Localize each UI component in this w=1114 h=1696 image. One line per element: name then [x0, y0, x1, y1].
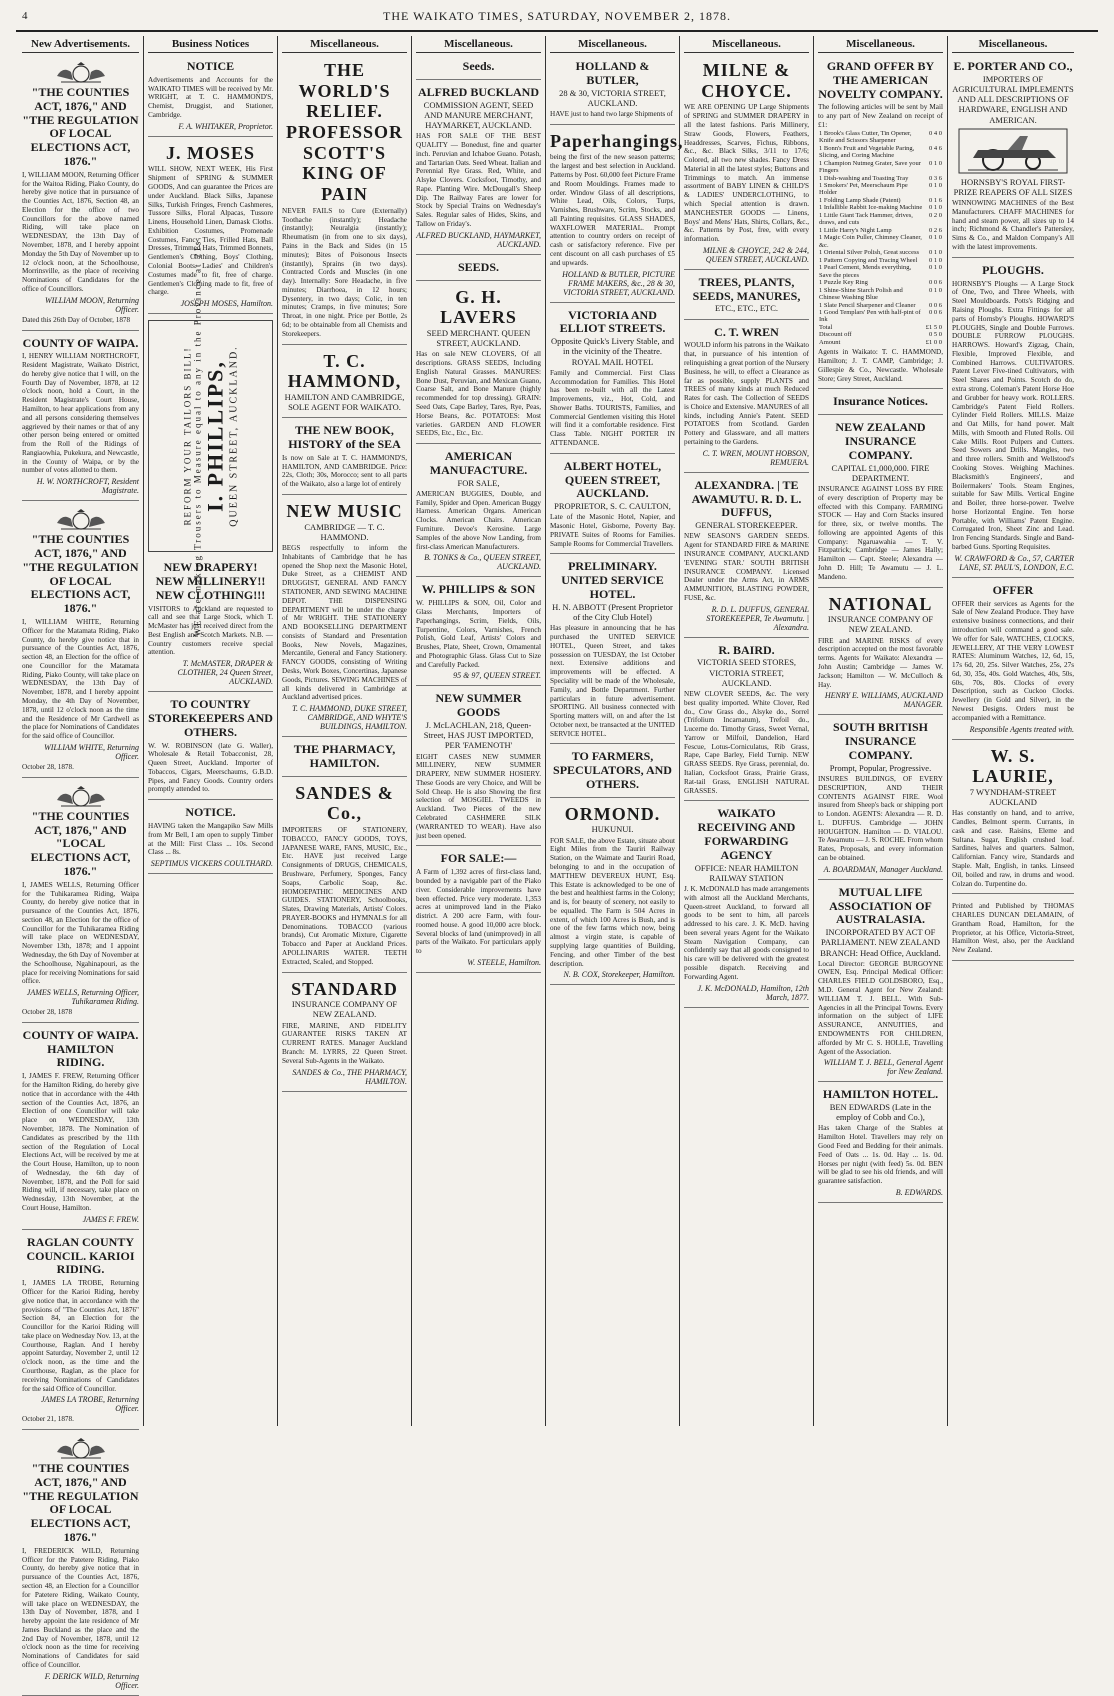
advert-signature: WILLIAM MOON, Returning Officer. — [45, 295, 139, 314]
advert-title: HAMILTON HOTEL. — [822, 1087, 939, 1102]
price-item: 1 Good Templars' Pen with half-pint of Ink — [819, 308, 921, 324]
advert-signature: JAMES WELLS, Returning Officer, Tuhikaramea Riding. — [26, 988, 139, 1007]
column-grid — [18, 36, 1098, 1690]
price-item: 1 Little Giant Tack Hammer, drives, draws, and cuts — [819, 211, 913, 227]
price-value: 0 1 0 — [929, 204, 942, 212]
advert-body: Has pleasure in announcing that he has purchased the UNITED SERVICE HOTEL, Queen Street, and takes possession on TUESDAY, the 1st October next. Extensive additions and improvements will be effected. A Speciality will be made of the Wholesale, Family, and Bottle Department. Further particulars in future advertisement. SPORTING. All business connected with Sporting matters will, on and after the 1st October next, be transacted at the UNITED SERVICE HOTEL. — [550, 624, 675, 738]
advert-body: W. W. ROBINSON (late G. Waller), Wholesale & Retail Tobacconist, 28, Queen Street, Auckland. Importer of Tobaccos, Cigars, Meerschaums, G.B.D. Pipes, and Fancy Goods. Country orders promptly attended to. — [148, 741, 273, 794]
advert-title: G. H. LAVERS — [440, 286, 517, 328]
advert-body: VISITORS to Auckland are requested to call and see that Large Stock, which T. McMaster has just received direct from the Best English and Scotch Markets. N.B. — Country customers receive special attention. — [148, 604, 273, 657]
advert-signature: T. C. HAMMOND, DUKE STREET, CAMBRIDGE, AND WHYTE'S BUILDINGS, HAMILTON. — [292, 704, 407, 732]
advert-body: NEVER FAILS to Cure (Externally) Toothache (instantly); Headache (instantly); Neuralgia (instantly); Rheumatism (in from one to six days), Pains in the Back and Sides (in 15 minutes); Bites of Poisonous Insects (instantly), Sprains (in two days). Contracted Cords and Muscles (in one day). Internally: Sore Headache, in five minutes; Diarrhoea, in 12 hours; Dysentery, in two days; Colic, in ten minutes; Cramps, in five minutes; Sore Throat, in one night. Price per Bottle, 2s 6d; to be obtainable from all Chemists and Storekeepers. — [282, 206, 407, 338]
price-item: Discount off — [819, 331, 852, 339]
advert-body: WE ARE OPENING UP Large Shipments of SPRING and SUMMER DRAPERY in all the latest fashions. Paris Millinery, Straw Goods, Flowers, Feathers, Headdresses, Scarves, Fichus, Ribbons, &c., &c. Black Silks, 3/11 to 17/6; Colored, all two new shades. Fancy Dress Material in all the latest styles; Buttons and Trimmings to match. An immense assortment of BABY LINEN & CHILD'S & LADIES' UNDERCLOTHING, to which Special attention is drawn. MANCHESTER GOODS — Linens, Boys' and Mens' Hats, Shirts, Collars, &c., &c. Patterns by Post, free, with every information. — [684, 103, 809, 244]
column-header: Miscellaneous. — [282, 36, 407, 53]
newspaper-column — [814, 36, 948, 1426]
advert-title: TO FARMERS, SPECULATORS, AND OTHERS. — [553, 749, 672, 791]
advert-body: I, JAMES WELLS, Returning Officer for the Tuhikaramea Riding, Waipa County, do hereby give notice that in pursuance of the Counties Act, 1876, section 48, an Election for the office of Councillor for the Tuhikaramea Riding will take place on WEDNESDAY, November 13th, 1878; and I appoint Wednesday, the 6th Day of November at the Schoolhouse, Ngahinapouri, as the place for receiving Nominations for said office. — [22, 880, 139, 986]
advert-body: Late of the Masonic Hotel, Napier, and Masonic Hotel, Gisborne, Poverty Bay. PRIVATE Suites of Rooms for Families. Sample Rooms for Commercial Travellers. — [550, 513, 675, 548]
price-list-row — [818, 287, 943, 302]
advertisement — [282, 57, 407, 345]
column-header: Miscellaneous. — [818, 36, 943, 53]
advert-body: HAVING taken the Mangapiko Saw Mills from Mr Bell, I am open to supply Timber at the Mill: First Class ... 10s. Second Class ... 8s. — [148, 822, 273, 857]
advert-body: FIRE and MARINE RISKS of every description accepted on the most favorable terms. Agents for Waikato: Alexandra — John Austin; Cambridge — James W. Jackson; Hamilton — W. McCulloch & Hay. — [818, 636, 943, 689]
advert-title: OFFER — [992, 582, 1034, 597]
advert-body: being the first of the new season patterns; the largest and best selection in Auckland. Patterns by Post. 60,000 feet Picture Frame and Room Mouldings. Frames made to order. Window Glass of all descriptions, White Lead, Oils, Colors, Turps, Varnishes, Brushware, Scrim, Stocks, and all Painting requisites. GLASS SHADES, WAXFLOWER MATERIAL. Prompt attention to country orders on receipt of cash or satisfactory reference. Five per cent discount on all cash purchases of £5 and upwards. — [550, 153, 675, 267]
advert-title: NOTICE. — [185, 805, 236, 820]
advert-title: "THE COUNTIES ACT, 1876," AND "THE REGULATION OF LOCAL ELECTIONS ACT, 1876." — [22, 1461, 139, 1545]
advert-subtitle: CAPITAL £1,000,000. FIRE DEPARTMENT. — [831, 462, 930, 483]
advert-subtitle: VICTORIA SEED STORES, VICTORIA STREET, AUCKLAND. — [696, 657, 797, 688]
column-header: Miscellaneous. — [684, 36, 809, 53]
advertisement — [282, 780, 407, 973]
advert-signature: HOLLAND & BUTLER, PICTURE FRAME MAKERS, &c., 28 & 30, VICTORIA STREET, AUCKLAND. — [562, 269, 675, 297]
advert-body: J. K. McDONALD has made arrangements with almost all the Auckland Merchants, Queen-street Auckland, to forward all goods to be sent to him, all parcels addressed to his care. J. K. McD. having been several years Agent for the Waikato Steam Navigation Company, can confidently say that all goods consigned to his care will be delivered with the greatest possible dispatch. Receiving and Forwarding Agent. — [684, 884, 809, 981]
advertisement — [550, 128, 684, 303]
advert-body: A Farm of 1,392 acres of first-class land, bounded by a navigable part of the Piako river. Considerable improvements have been effected. Price very moderate. 1,353 acres at unimproved land in the Piako district. A 200 acre Farm, with four-roomed house. A good 10,000 acre block. Several blocks of land (unimproved) in all parts of the Waikato. For particulars apply to — [416, 868, 541, 956]
advertisement — [550, 306, 675, 454]
advert-signature: B. EDWARDS. — [895, 1187, 943, 1197]
advertisement — [818, 591, 943, 716]
advert-body: Is now on Sale at T. C. HAMMOND'S, HAMILTON, AND CAMBRIDGE. Price: 22s, Cloth; 30s, Morocco; sent to all parts of the Waikato, also a large lot of entirely — [282, 453, 407, 489]
royal-crest-icon — [51, 62, 111, 84]
price-list-row — [818, 182, 943, 197]
advertisement — [282, 348, 407, 419]
advert-title: SOUTH BRITISH INSURANCE COMPANY. — [832, 720, 929, 762]
advert-signature: JAMES F. FREW. — [82, 1214, 139, 1224]
advert-title: W. PHILLIPS & SON — [421, 582, 536, 597]
advert-title: ALBERT HOTEL, QUEEN STREET, AUCKLAND. — [563, 458, 662, 501]
advertisement — [22, 57, 139, 331]
price-value: 0 1 0 — [929, 264, 942, 272]
advert-title: NEW DRAPERY! NEW MILLINERY!! NEW CLOTHING!!! — [155, 560, 266, 602]
advert-title: MUTUAL LIFE ASSOCIATION OF AUSTRALASIA. — [829, 884, 932, 927]
advert-body: WOULD inform his patrons in the Waikato that, in pursuance of his intention of relinquishing a great portion of the Nursery Business, he will, to effect a Clearance as far as possible, supply PLANTS and TREES of many kinds at much Reduced Rates for cash. The Collection of SEEDS is Choice and Extensive. MANURES of all kinds, including Annie's Patent. SEED POTATOES from Scotland. Garden Pottery and Glassware, and all matters pertaining to the Gardens. — [684, 341, 809, 447]
price-item: 1 Infallible Rabbit Ice-making Machine — [819, 204, 923, 212]
newspaper-column — [144, 36, 278, 1426]
advert-body: I, HENRY WILLIAM NORTHCROFT, Resident Magistrate, Waikato District, do hereby give notice that I will, on the Fourth Day of November, 1878, at 12 o'clock noon, hold a Court, in the Resident Magistrate's Court House, Hamilton, to hear applications from any and all persons considering themselves aggrieved by their names or that of any other person being entered or omitted from the Roll of the Ridings of Rangiaowhia, Pukekura, and Newcastle, in the County of Waipa, or by the number of votes allotted to them. — [22, 352, 139, 475]
advert-date: October 28, 1878 — [22, 1008, 73, 1017]
advert-signature: R. D. L. DUFFUS, GENERAL STOREKEEPER, Te Awamutu. | Alexandra. — [706, 604, 809, 632]
advert-subtitle: ETC., ETC., ETC. — [714, 303, 779, 314]
advert-body: HORNSBY'S Ploughs — A Large Stock of One, Two, and Three Wheels, with Steel Mouldboards. Potts's Ridging and Raising Ploughs. Extra Fittings for all parts of Hornsby's Ploughs. HOWARD'S PLOUGHS, Single and Double Furrows. DOUBLE FURROW PLOUGHS. HARROWS. Howard's Zigzag, Chain, Flexible, Improved Flexible, and Combined Harrows. CULTIVATORS. Patent Lever Five-tined Cultivators, with Steel Shares and Points. Scotch do do, extra strong. Coleman's Patent Horse Hoe and Grubber for heavy work. ROLLERS. Cambridge's Patent Field Rollers. Cylinder Field Rollers. MILLS. Maize and Oat Mills, for hand power. Malt Mills, with Smooth and Fluted Rolls. Oil Cake Mills. Root Pulpers and Cutters. Seed Sowers and Drills. Mangles, two and three rollers. Smith and Wellstood's Cooking Stoves. Weighing Machines. Blacksmith's Engineers', and Boilermakers' Tools. Steam Engines, suitable for Saw Mills. Vertical Engine and Boiler, three horse-power. Twelve horse Horizontal Engine. Ten horse Portable, with Williams' Patent Engine. Corrugated Iron, Sheet Zinc and Lead. Iron Fencing Standards. Single and Band-barbed Guns. Sporting Requisites. — [952, 279, 1074, 552]
advert-body: NEW CLOVER SEEDS, &c. The very best quality imported. White Clover, Red do., Cow Grass do., Alsyke do., Sorrel (Trifolium Incarnatum), Trefoil do., Lucerne do. Timothy Grass, Sweet Vernal, Yarrow or Milfoil, Dandelion, Hard Fescue, Lotus-Corniculatus, Rib Grass, Rape, Cape Barley, Field Turnip. NEW GRASS SEEDS. Rye Grass, perennial, do. Italian, Cocksfoot Grass, Prairie Grass, Rat-tail Grass, ENGLISH NATURAL GRASSES. — [684, 690, 809, 795]
advertisement — [22, 781, 139, 1023]
newspaper-column — [18, 36, 144, 1690]
advertisement — [952, 261, 1074, 578]
advertisement — [684, 273, 809, 320]
advertisement — [148, 695, 273, 800]
price-list-row — [818, 197, 943, 204]
advertisement — [416, 284, 541, 445]
royal-crest-icon — [51, 1438, 111, 1460]
advert-title: ALFRED BUCKLAND — [417, 84, 539, 99]
advert-date: October 28, 1878. — [22, 762, 74, 771]
advertisement — [684, 641, 809, 802]
price-list-row — [818, 160, 943, 175]
advert-body: HAVE just to hand two large Shipments of — [550, 109, 673, 118]
price-list-row — [818, 130, 943, 145]
advertisement — [416, 83, 541, 255]
advertisement — [684, 57, 809, 270]
advertisement — [22, 1433, 139, 1696]
price-item: 1 Folding Lamp Shade (Patent) — [819, 196, 901, 204]
advert-date: Dated this 26th Day of October, 1878 — [22, 315, 131, 324]
column-header: Business Notices — [148, 36, 273, 53]
advert-title: NOTICE — [186, 59, 235, 73]
advert-body: Printed and Published by THOMAS CHARLES DUNCAN DELAMAIN, of Grantham Road, Hamilton, for the Proprietor, at his Office, Victoria-Street, Hamilton West, also, per the Auckland New Zealand. — [952, 902, 1074, 955]
advertisement — [550, 457, 675, 555]
advert-title: FOR SALE:— — [440, 851, 517, 866]
advert-date: October 21, 1878. — [22, 1415, 74, 1424]
advert-title: W. S. LAURIE, — [972, 745, 1054, 787]
price-value: 0 1 0 — [929, 159, 942, 167]
advert-title: WAIKATO RECEIVING AND FORWARDING AGENCY — [697, 806, 796, 862]
price-value: 0 0 6 — [929, 308, 942, 316]
advert-signature: 95 & 97, QUEEN STREET. — [453, 671, 541, 681]
advert-title: THE PHARMACY, HAMILTON. — [293, 742, 396, 770]
price-list-row — [818, 324, 943, 331]
advert-signature: Responsible Agents treated with. — [969, 724, 1074, 734]
advert-title: COUNTY OF WAIPA. — [22, 335, 139, 350]
advert-subtitle: SEED MERCHANT. QUEEN STREET, AUCKLAND. — [426, 327, 531, 349]
price-item: 1 Shine-Shine Starch Polish and Chinese Washing Blue — [819, 286, 903, 302]
advertisement — [282, 976, 407, 1092]
advert-subtitle: HUKUNUI. — [591, 824, 634, 835]
advert-title: SEEDS. — [457, 259, 500, 274]
advert-signature: A. BOARDMAN, Manager Auckland. — [823, 864, 943, 874]
advert-subtitle: COMMISSION AGENT, SEED AND MANURE MERCHANT, HAYMARKET, AUCKLAND. — [423, 99, 534, 130]
advert-title: RAGLAN COUNTY COUNCIL. KARIOI RIDING. — [26, 1234, 135, 1277]
advert-signature: JAMES LA TROBE, Returning Officer. — [40, 1395, 139, 1414]
advert-body: OFFER their services as Agents for the Sale of New Zealand Produce. They have extensive business connections, and their introduction will command a good sale. We offer for Sale, WATCHES, CLOCKS, JEWELLERY, AT THE VERY LOWEST RATES: Aluminum Watches, 12, 6d, 15, 17s 6d, 20, 25s. Silver Watches, 25s, 27s 6d, 30, 35s, 40s. Gold Watches, 40s, 50s, 60s, 70s, 80s. Clocks of every Description, such as Cuckoo Clocks. Jewellery (in Gold and Silver), in the Newest Designs. Orders must be accompanied with a Remittance. — [952, 599, 1074, 722]
advert-body: IMPORTERS OF STATIONERY, TOBACCO, FANCY GOODS, TOYS, JAPANESE WARE, FANS, MUSIC, Etc., Etc. HAVE just received Large Consignments of DRUGS, CHEMICALS, Brushware, Perfumery, Sponges, Fancy Soaps, Carbolic Soap, &c. HOMOEPATHIC MEDICINES AND GUIDES. STATIONERY, Schoolbooks, Slates, Drawing Materials, Artists' Colors. PRAYER-BOOKS and HYMNALS for all Denominations. TOBACCO (various brands), Cut Aromatic Mixture, Cigarette Tobacco and Paper at Auckland Prices. APOLLINARIS WATER. TEETH Extracted, Scaled, and Stopped. — [282, 826, 407, 966]
advertisement — [550, 57, 675, 125]
column-header: Miscellaneous. — [416, 36, 541, 53]
price-value: 0 1 0 — [929, 182, 942, 190]
price-item: 1 Brook's Glass Cutter, Tin Opener, Knife and Scissors Sharpener — [819, 129, 912, 145]
advertisement — [952, 57, 1074, 258]
price-value: 0 4 6 — [929, 144, 942, 152]
advertisement — [282, 740, 407, 777]
price-value: 0 1 0 — [929, 286, 942, 294]
advert-signature: W. CRAWFORD & Co., 57, CARTER LANE, ST. PAUL'S, LONDON, E.C. — [954, 553, 1074, 572]
price-item: 1 Dish-washing and Toasting Tray — [819, 174, 909, 182]
advert-signature: JOSEPH MOSES, Hamilton. — [180, 299, 273, 309]
newspaper-column — [948, 36, 1078, 1426]
advert-body: AMERICAN BUGGIES, Double, and Family, Spider and Open. American Buggy Harness. American Organs. American Clocks. American Chairs. American Furniture. Devoe's Kerosine. Large Samples of the above Now Landing, from first-class American Manufacturers. — [416, 489, 541, 551]
price-list-row — [818, 145, 943, 160]
masthead-title: THE WAIKATO TIMES, SATURDAY, NOVEMBER 2, 1878. — [382, 9, 732, 23]
advert-body: I, JAMES LA TROBE, Returning Officer for the Karioi Riding, hereby give notice that, in accordance with the provisions of "The Counties Act, 1876" Section 84, an Election for the Councillor for the Karioi Riding will take place on Wednesday Nov. 13, at the Courthouse, Raglan. And I hereby appoint Saturday, November 2, until 12 o'clock noon, as the time and the Courthouse, Raglan, as the place for receiving Nominations of Candidates for the said Office of Councillor. — [22, 1279, 139, 1393]
advert-title: SANDES & Co., — [295, 782, 394, 824]
advert-title: C. T. WREN — [714, 324, 779, 339]
advertisement — [22, 334, 139, 502]
advertisement — [952, 897, 1074, 961]
advert-agents: Agents in Waikato: T. C. HAMMOND, Hamilton; J. T. CAMP, Cambridge; J. Gillespie & Co., Newcastle. Wholesale Store; Grey Street, Auckland. — [818, 348, 943, 383]
advert-body: Has taken Charge of the Stables at Hamilton Hotel. Travellers may rely on Good Feed and Bedding for their animals. Feed of Oats ... 1s. 0d. Hay ... 1s. 0d. Horses per night (with feed) 5s. 0d. BEN will be glad to see his old friends, and will guarantee satisfaction. — [818, 1124, 943, 1186]
advertisement — [550, 557, 675, 744]
newspaper-column — [412, 36, 546, 1426]
price-list-row — [818, 302, 943, 309]
advertisement — [818, 1085, 943, 1203]
price-list-table — [818, 130, 943, 347]
price-list-row — [818, 331, 943, 338]
advert-title: HOLLAND & BUTLER, — [575, 59, 650, 87]
advert-title: "THE COUNTIES ACT, 1876," AND "LOCAL ELECTIONS ACT, 1876." — [30, 808, 131, 878]
advertisement — [416, 580, 541, 686]
advert-subtitle: HAMILTON AND CAMBRIDGE, SOLE AGENT FOR WAIKATO. — [284, 391, 405, 413]
advert-signature: J. K. McDONALD, Hamilton, 12th March, 1877. — [697, 983, 809, 1002]
advertisement — [684, 323, 809, 473]
advertisement — [818, 418, 943, 587]
advert-heading: REFORM YOUR TAILORS BILL! — [182, 346, 192, 526]
newspaper-column — [278, 36, 412, 1426]
advert-title: ORMOND. — [564, 803, 661, 824]
advert-signature: W. STEELE, Hamilton. — [467, 957, 541, 967]
advert-subtitle: Prompt, Popular, Progressive. — [829, 762, 932, 773]
advert-signature: SANDES & Co., THE PHARMACY, HAMILTON. — [292, 1067, 407, 1086]
advert-address: QUEEN STREET, AUCKLAND. — [228, 345, 239, 527]
advert-title: THE NEW BOOK, HISTORY of the SEA — [288, 423, 401, 452]
reaper-engraving-icon — [958, 128, 1068, 174]
advert-body: BEGS respectfully to inform the Inhabitants of Cambridge that he has opened the Shop next the Masonic Hotel, Duke Street, as a CHEMIST AND DRUGGIST, GENERAL AND FANCY STATIONER, AND SEWING MACHINE DEPOT. THE DISPENSING DEPARTMENT will be under the charge of Mr WRIGHT. THE STATIONERY AND BOOKSELLING DEPARTMENT consists of Standard and Presentation Books, New Novels, Magazines, Mercantile, General and Fancy Stationery. FANCY GOODS, consisting of Writing Desks, Work Boxes, Concertinas, Japanese Goods, Pictures. SEWING MACHINES of all kinds delivered in Cambridge at Auckland advertised prices. — [282, 544, 407, 702]
advert-body: Has on sale NEW CLOVERS, Of all descriptions. GRASS SEEDS, Including English Natural Grasses. MANURES: Bone Dust, Peruvian, and Mexican Guano, Coarse Salt, and Bone Manure (highly recommended for top dressing). GRAIN: Seed Oats, Cape Barley, Tares, Rye, Peas, Horse Beans, &c. POTATOES: Most varieties. GARDEN AND FLOWER SEEDS, Etc., Etc., Etc. — [416, 350, 541, 438]
advert-body: HAS FOR SALE OF THE BEST QUALITY — Bonedust, fine and quarter inch. Peruvian and Ichaboe Guano. Potash, and Tartarian Oats. Seed Wheat. Italian and Perennial Rye Grass. Red, White, and Alsyke Clovers. Cocksfoot, Timothy, and Rape. Planting Wire. McDougall's Sheep Dip. The Railway Fares are lower for Stock by Special Trains on Wednesday's Sales. Regular sales of Hides, Skins, and Tallow on Friday's. — [416, 132, 541, 228]
advert-subtitle: OFFICE: NEAR HAMILTON RAILWAY STATION — [694, 862, 799, 883]
advert-signature: H. W. NORTHCROFT, Resident Magistrate. — [36, 477, 139, 496]
price-list-row — [818, 227, 943, 234]
advert-body: INSURES BUILDINGS, OF EVERY DESCRIPTION, AND THEIR CONTENTS AGAINST FIRE. Wool insured from Sheep's back or shipping port to London. AGENTS: Alexandra — R. D. L. DUFFUS. Cambridge — JOHN HOUGHTON. Hamilton — D. VIALOU. Te Awamutu — J. S. ROCHE. From whom Rates, Proposals, and every information can be obtained. — [818, 774, 943, 862]
advert-signature: HENRY E. WILLIAMS, AUCKLAND MANAGER. — [824, 691, 943, 710]
advert-subtitle: J. McLACHLAN, 218, Queen-Street, HAS JUST IMPORTED, PER 'FAMENOTH' — [423, 720, 534, 751]
advert-title: THE WORLD'S RELIEF. PROFESSOR SCOTT'S KING OF PAIN — [285, 60, 404, 205]
advertisement — [282, 421, 407, 495]
advertisement — [550, 801, 675, 986]
price-value: 0 0 6 — [929, 279, 942, 287]
advert-subtitle: BEN EDWARDS (Late in the employ of Cobb and Co.), — [829, 1102, 932, 1123]
price-value: 0 1 6 — [929, 196, 942, 204]
advert-title: NATIONAL — [828, 593, 933, 614]
price-item: 1 Bonn's Fruit and Vegetable Paring, Slicing, and Coring Machine — [819, 144, 915, 160]
price-item: Amount — [819, 338, 841, 346]
advertisement — [818, 392, 943, 415]
price-list-row — [818, 234, 943, 249]
price-list-row — [818, 204, 943, 211]
advert-body: I, FREDERICK WILD, Returning Officer for the Patetere Riding, Piako County, do hereby give notice that in pursuance of the Counties Act, 1876, section 48, an Election for a Councillor for Patetere Riding, Waikato County, will take place on WEDNESDAY, the 13th Day of November, 1878, and I hereby appoint the late residence of Mr James Buckland as the place and the 2nd Day of November, 1878, until 12 o'clock noon as the time for receiving Nominations of Candidates for said office of Councillor. — [22, 1546, 139, 1670]
advert-body: Advertisements and Accounts for the WAIKATO TIMES will be received by Mr. WRIGHT, at T. C. HAMMOND'S, Chemist, Druggist, and Stationer, Cambridge. — [148, 75, 273, 119]
advert-subtitle: 28 & 30, VICTORIA STREET, AUCKLAND. — [559, 87, 666, 108]
royal-crest-icon — [51, 786, 111, 808]
advert-title: NEW MUSIC — [286, 501, 403, 521]
price-item: 1 Puzzle Key Ring — [819, 279, 868, 287]
column-header: Miscellaneous. — [550, 36, 675, 53]
advertisement — [416, 57, 541, 80]
advert-body: FOR SALE, the above Estate, situate about Eight Miles from the Tauriri Railway Station, on the Waimate and Tauriri Road, belonging to and in the occupation of MATTHEW DEVEREUX HUNT, Esq. This Estate is acknowledged to be one of the best and healthiest farms in the Colony; and is, for beauty of scenery, not easily to be equalled. The Farm is 504 Acres in extent, of which 100 Acres is Bush, and is one of the few farms which now, being almost a virgin state, is capable of supplying large quantities of Building, Fencing, and other Timber of the best description. — [550, 836, 675, 968]
advert-signature: MILNE & CHOYCE, 242 & 244, QUEEN STREET, AUCKLAND. — [702, 245, 809, 264]
advertisement — [22, 504, 139, 778]
price-value: 0 1 0 — [929, 249, 942, 257]
advert-title: TREES, PLANTS, SEEDS, MANURES, — [692, 274, 801, 303]
price-list-row — [818, 339, 943, 346]
advert-title: Paperhangings, — [550, 130, 684, 151]
advert-subtitle: INSURANCE COMPANY OF NEW ZEALAND. — [827, 614, 934, 635]
advert-title: E. PORTER AND CO., — [953, 59, 1073, 73]
advert-signature: WILLIAM WHITE, Returning Officer. — [44, 742, 139, 761]
advert-body: WINNOWING MACHINES of the Best Manufacturers. CHAFF MACHINES for hand and steam power, all sizes up to 14 inch; Richmond & Chandler's Pattersley, Sims & Co., and Maldon Company's All with the latest improvements. — [952, 199, 1074, 252]
advert-body: Local Director: GEORGE BURGOYNE OWEN, Esq. Principal Medical Officer: CHARLES FIELD GOLDSBORO, Esq., M.D. General Agent for New Zealand: WILLIAM T. J. BELL. With Sub-Agencies in all the Principal Towns. Every information on the subject of LIFE ASSURANCE, ANNUITIES, and ENDOWMENTS FOR CHILDREN, afforded by Mr C. S. HOLLE, Travelling Agent of the Association. — [818, 959, 943, 1056]
advert-signature: F. A. WHITAKER, Proprietor. — [178, 121, 273, 131]
price-value: 0 2 6 — [929, 226, 942, 234]
advert-subtitle: CAMBRIDGE — T. C. HAMMOND. — [304, 521, 385, 542]
advert-body: INSURANCE AGAINST LOSS BY FIRE of every description of Property may be effected with this Company. FARMING STOCK — Hay and Corn Stacks insured for three, six, or twelve months. The following are appointed Agents of this Company: Ngaruawahia — T. V. Fitzpatrick; Cambridge — James Hally; Hamilton — Capt. Steele; Alexandra — John D. Hill; Te Awamutu — J. L. Mandeno. — [818, 485, 943, 581]
page-number: 4 — [22, 10, 29, 22]
advertisement — [416, 849, 541, 973]
advertisement — [22, 1233, 139, 1430]
royal-crest-icon — [51, 509, 111, 531]
column-header: New Advertisements. — [22, 36, 139, 53]
price-item: 1 Pearl Cement, Mends everything, Save the pieces — [819, 264, 912, 279]
advert-title: NEW SUMMER GOODS — [435, 691, 522, 720]
advert-title: AMERICAN MANUFACTURE. — [429, 449, 528, 477]
advertisement — [416, 689, 541, 846]
price-item: 1 Magic Coin Puller, Chimney Cleaner, &c. — [819, 234, 922, 249]
advertisement — [416, 258, 541, 281]
advert-body: EIGHT CASES NEW SUMMER MILLINERY, NEW SUMMER DRAPERY, NEW SUMMER HOSIERY. These Goods are very Choice, and Will be Sold Cheap. He is also Showing the first selection of MOSGIEL TWEEDS in Auckland. Two Pieces of the new Celebrated CASHMERE SILK (WARRANTED TO WEAR). Have also just been opened. — [416, 752, 541, 840]
advert-signature: T. McMASTER, DRAPER & CLOTHIER, 24 Queen Street, AUCKLAND. — [177, 659, 273, 687]
advert-title: COUNTY OF WAIPA. HAMILTON RIDING. — [22, 1027, 139, 1070]
price-value: 0 4 0 — [929, 129, 942, 137]
advertisement — [818, 718, 943, 879]
advert-title: "THE COUNTIES ACT, 1876," AND "THE REGULATION OF LOCAL ELECTIONS ACT, 1876." — [22, 85, 139, 168]
advert-title: MILNE & CHOYCE. — [701, 60, 792, 101]
price-value: 0 1 0 — [929, 256, 942, 264]
advertisement — [22, 1026, 139, 1230]
advert-signature: C. T. WREN, MOUNT HOBSON, REMUERA. — [702, 448, 809, 467]
advertisement — [684, 476, 809, 638]
advert-subtitle: IMPORTERS OF AGRICULTURAL IMPLEMENTS AND ALL DESCRIPTIONS OF HARDWARE, ENGLISH AND AMERICAN. — [952, 73, 1074, 125]
masthead — [0, 0, 1114, 34]
advert-body: Family and Commercial. First Class Accommodation for Families. This Hotel has been re-built with all the Latest Improvements, viz., Hot, Cold, and Shower Baths. TOURISTS, Families, and Commercial Gentlemen visiting this Hotel will find it a comfortable residence. First Class Table. NIGHT PORTER IN ATTENDANCE. — [550, 368, 675, 447]
advertisement — [550, 747, 675, 797]
rotated-advert-text — [182, 236, 239, 637]
column-header: Miscellaneous. — [952, 36, 1074, 53]
advert-title: Seeds. — [462, 59, 495, 73]
price-item: 1 Champion Nutmeg Grater, Save your Fingers — [819, 159, 921, 175]
advert-signature: B. TONKS & Co., QUEEN STREET, AUCKLAND. — [424, 553, 541, 572]
advert-body: I, WILLIAM MOON, Returning Officer for the Waitoa Riding, Piako County, do hereby give notice that in pursuance of the Counties Act, 1876, Section 48, an Election for the office of two Councillors for the above named Riding, will take place on WEDNESDAY, the 13th Day of November, 1878, and I hereby appoint Monday the 5th Day of November up to 12 o'clock noon, at the Schoolhouse, Morrinsville, as the place of receiving Nominations of Candidates for the office of Councillors. — [22, 170, 139, 293]
price-list-row — [818, 257, 943, 264]
advert-subtitle: GENERAL STOREKEEPER. — [695, 520, 798, 531]
newspaper-column — [680, 36, 814, 1426]
advertisement — [952, 581, 1074, 740]
price-list-row — [818, 279, 943, 286]
price-item: Total — [819, 323, 833, 331]
price-value: 0 5 0 — [929, 331, 942, 339]
advert-signature: N. B. COX, Storekeeper, Hamilton. — [563, 970, 675, 980]
price-item: 1 Slate Pencil Sharpener and Cleaner — [819, 301, 916, 309]
advert-subtitle: INCORPORATED BY ACT OF PARLIAMENT. NEW ZEALAND BRANCH: Head Office, Auckland. — [820, 927, 941, 958]
advert-body: I, WILLIAM WHITE, Returning Officer for the Matamata Riding, Piako County, do hereby give notice that in pursuance of the Counties Act, 1876, section 48, an Election for the office of one Councillor for the Matamata Riding, Piako County, will take place on WEDNESDAY, the 13th Day of November, 1878, and I hereby appoint Monday, the 4th Day of November, 1878, until 12 o'clock noon as the time and the Residence of Mr Cardwell as the place for Nominations of Candidates for the said office of Councillor. — [22, 618, 139, 741]
advert-subtitle: 7 WYNDHAM-STREET AUCKLAND — [969, 786, 1057, 808]
price-value: 0 2 0 — [929, 211, 942, 219]
advert-signature: WILLIAM T. J. BELL, General Agent for New Zealand. — [823, 1058, 943, 1077]
advert-body: The following articles will be sent by Mail to any part of New Zealand on receipt of £1: — [818, 103, 943, 129]
price-value: 0 0 6 — [929, 301, 942, 309]
advertisement — [818, 57, 943, 389]
engraving-caption: HORNSBY'S ROYAL FIRST-PRIZE REAPERS OF ALL SIZES — [953, 176, 1073, 197]
advert-title: PRELIMINARY. UNITED SERVICE HOTEL. — [561, 559, 664, 602]
advert-subtitle: INSURANCE COMPANY OF NEW ZEALAND. — [291, 999, 398, 1020]
advert-title: R. BAIRD. — [718, 642, 775, 657]
advertisement — [684, 804, 809, 1007]
advert-body: WILL SHOW, NEXT WEEK, His First Shipment of SPRING & SUMMER GOODS, And can guarantee the Prices are under Auckland. Black Silks, Japanese Silks, Turkish Fringes, French Cashmeres, Tussore Silks, Floral Alpacas, Tussore Linens, Household Linen, Damask Cloths. Exhibition Costumes, Promenade Costumes, Fancy Ties, Frilled Hats, Ball Dresses, Trimmed Hats, Trimmed Bonnets, Gentlemen's Clothing, Boys' Clothing, Colonial Boots. Ladies' and Children's Costumes made to fit, free of charge. Gentlemen's Clothing made to fit, free of charge. — [148, 165, 273, 297]
advertisement — [416, 447, 541, 577]
newspaper-column — [546, 36, 684, 1426]
masthead-rule — [16, 30, 1098, 32]
advertisement — [282, 498, 407, 737]
advert-signature: SEPTIMUS VICKERS COULTHARD. — [150, 859, 273, 869]
advertisement — [148, 803, 273, 874]
advert-title: Insurance Notices. — [833, 394, 928, 409]
advert-signature: F. DERICK WILD, Returning Officer. — [44, 1671, 139, 1690]
advert-body: I, JAMES F. FREW, Returning Officer for the Hamilton Riding, do hereby give notice that in accordance with the 44th section of the Counties Act, 1876, an Election of one Councillor will take place on WEDNESDAY, 13th November, 1878. The Nomination of Candidates as prescribed by the 11th section of the Regulation of Local Elections Act, will be received by me at the Court House, Hamilton, up to noon of Wednesday, the 6th day of November, 1878, and the Poll for said Riding will, if necessary, take place on Wednesday, 13th November, at the Court House, Hamilton. — [22, 1072, 139, 1212]
price-list-row — [818, 249, 943, 256]
advert-signature: ALFRED BUCKLAND, HAYMARKET, AUCKLAND. — [416, 230, 541, 249]
advert-title: NEW ZEALAND INSURANCE COMPANY. — [835, 420, 926, 462]
advert-title: PLOUGHS. — [982, 262, 1044, 277]
advert-body: W. PHILLIPS & SON, Oil, Color and Glass Merchants, Importers of Paperhangings, Scrim, Fields, Oils, Turpentine, Colors, Varnishes, French Polish, Gold Leaf, Artists' Colors and Brushes, Plate, Sheet, Crown, Ornamental and Photographic Glass. Glass Cut to Size and Carefully Packed. — [416, 599, 541, 669]
price-list-row — [818, 175, 943, 182]
advertisement — [952, 743, 1074, 895]
price-item: 1 Smokers' Pet, Meerschaum Pipe Holder — [819, 182, 908, 197]
advert-line: WE are making Trousers to Measure equal to any in the Province at 21s. — [192, 235, 202, 637]
price-list-row — [818, 309, 943, 324]
advert-title: "THE COUNTIES ACT, 1876," AND "THE REGULATION OF LOCAL ELECTIONS ACT, 1876." — [22, 532, 139, 616]
advert-name: I. PHILLIPS, — [202, 360, 227, 512]
advert-body: NEW SEASON'S GARDEN SEEDS. Agent for STANDARD FIRE & MARINE INSURANCE COMPANY, AUCKLAND 'EVENING STAR.' SOUTH BRITISH INSURANCE COMPANY. Licensed Dealer under the Arms Act, in ARMS AMMUNITION, BLASTING POWDER, FUSE, &c. — [684, 532, 809, 602]
advert-subtitle: PROPRIETOR, S. C. CAULTON, — [554, 501, 671, 512]
advert-title: STANDARD — [291, 978, 398, 999]
advert-body: Has constantly on hand, and to arrive, Candles, Belmont sperm. Currants, in cask and case. Raisins, Eleme and Sultana. Sugar, English crushed loaf. Sardines, halves and quarters. Salmon, Californian. Fancy wire, Standards and Staple. Malt, English, in tanks. Linseed Oil, boiled and raw, in drums and wood. Colzan do. Turpentine do. — [952, 809, 1074, 888]
advert-title: VICTORIA AND ELLIOT STREETS. — [559, 307, 666, 336]
advert-title: TO COUNTRY STOREKEEPERS AND OTHERS. — [148, 697, 273, 739]
advertisement — [818, 883, 943, 1083]
advert-title: ALEXANDRA. | TE AWAMUTU. R. D. L. DUFFUS, — [691, 477, 802, 520]
price-value: £1 5 0 — [925, 323, 942, 331]
price-list-row — [818, 264, 943, 279]
advert-subtitle: Opposite Quick's Livery Stable, and in the vicinity of the Theatre. ROYAL MAIL HOTEL — [550, 336, 675, 367]
price-item: 1 Little Harry's Night Lamp — [819, 226, 892, 234]
price-item: 1 Oriental Silver Polish, Great success — [819, 249, 920, 257]
price-value: £1 0 0 — [925, 338, 942, 346]
advert-subtitle: H. N. ABBOTT (Present Proprietor of the City Club Hotel) — [552, 601, 673, 623]
advertisement — [148, 57, 273, 137]
price-value: 0 3 6 — [929, 174, 942, 182]
advert-title: J. MOSES — [165, 142, 256, 163]
advert-body: FIRE, MARINE, AND FIDELITY GUARANTEE RISKS TAKEN AT CURRENT RATES. Manager Auckland Branch: M. LYRRS, 22 Queen Street. Several Sub-Agents in the Waikato. — [282, 1021, 407, 1065]
advert-subtitle: FOR SALE, — [457, 477, 500, 488]
advert-title: GRAND OFFER BY THE AMERICAN NOVELTY COMPANY. — [818, 59, 943, 101]
price-item: 1 Pattern Copying and Tracing Wheel — [819, 256, 918, 264]
price-value: 0 1 0 — [929, 234, 942, 242]
advert-title: T. C. HAMMOND, — [287, 350, 402, 392]
price-list-row — [818, 212, 943, 227]
